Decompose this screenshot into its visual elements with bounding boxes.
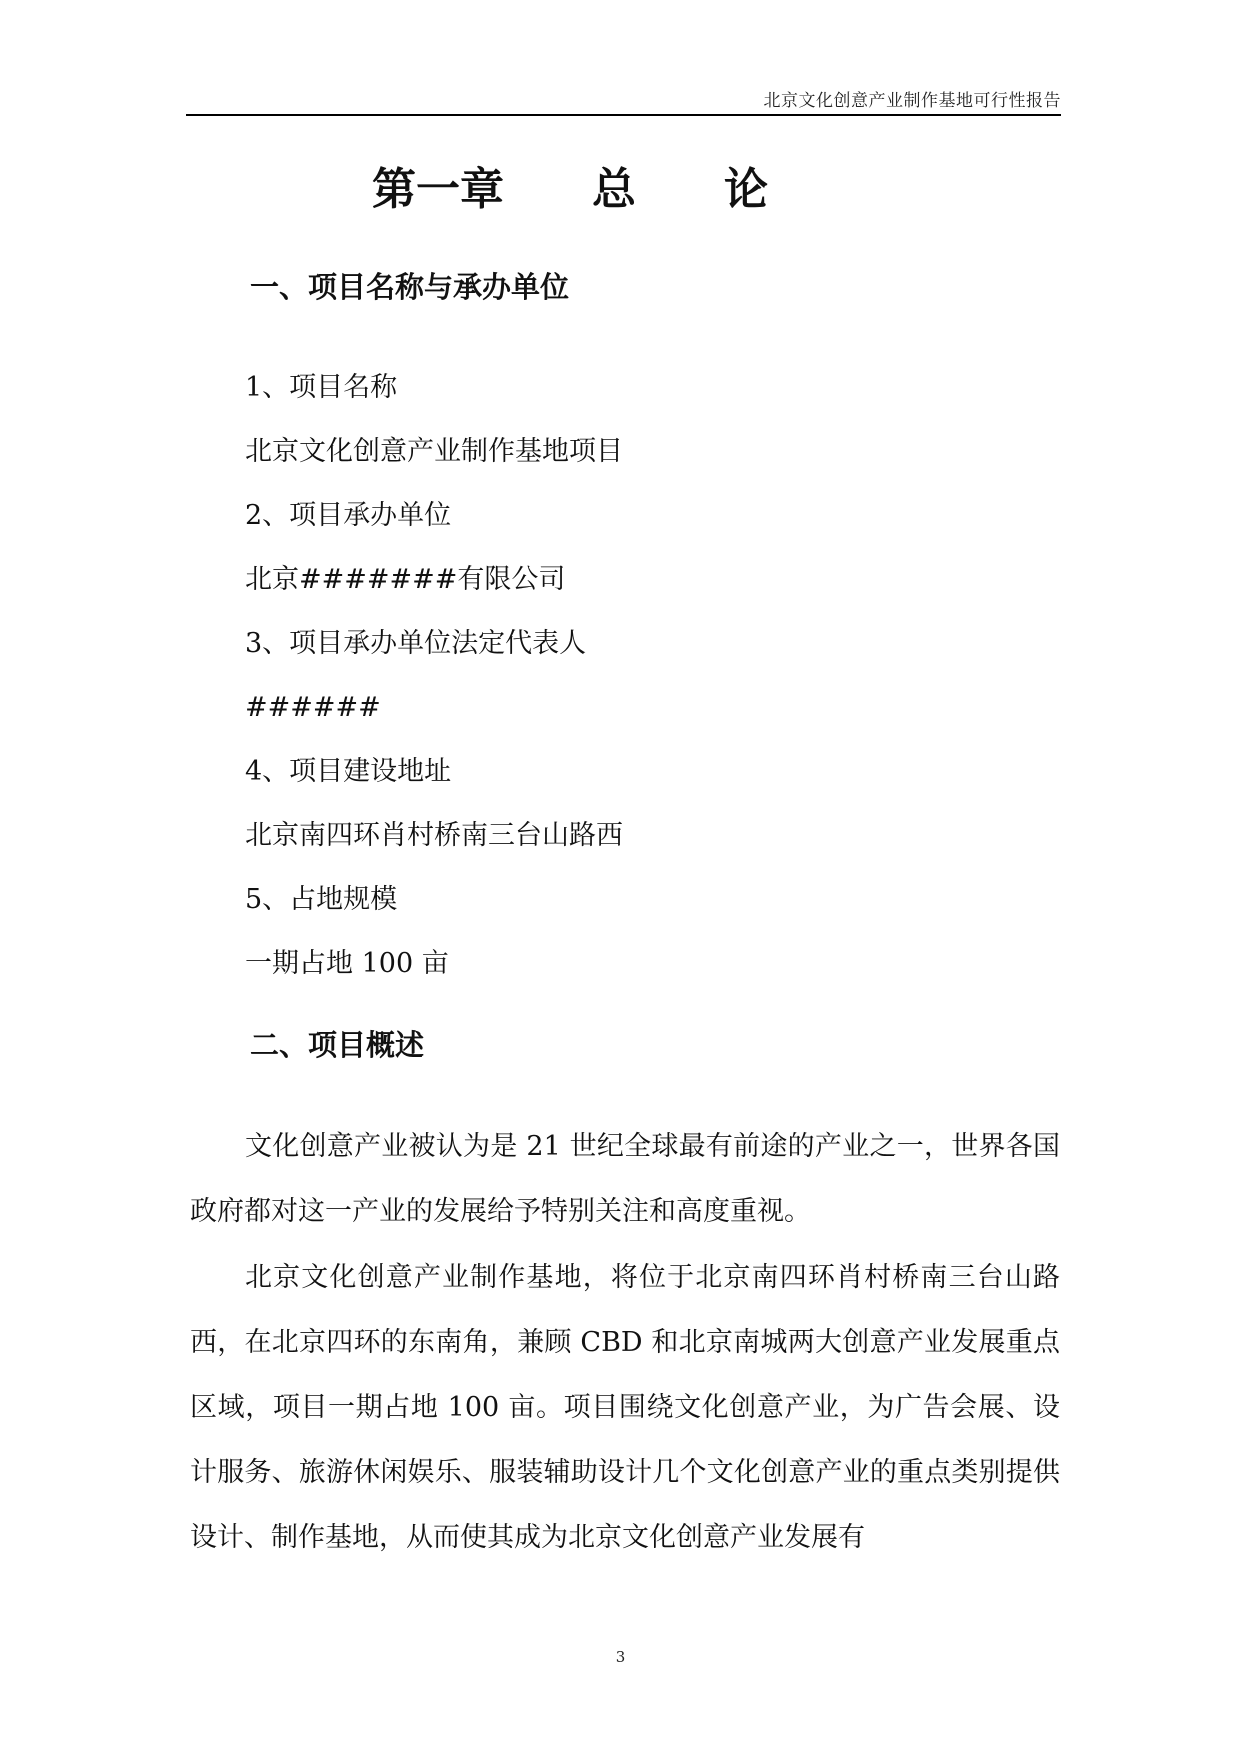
overview-paragraph-2: 北京文化创意产业制作基地，将位于北京南四环肖村桥南三台山路西，在北京四环的东南角，兼顾 CBD 和北京南城两大创意产业发展重点区域，项目一期占地 100 亩。项目围绕文化创意产业，为广告会展、设计服务、旅游休闲娱乐、服装辅助设计几个文化创意产业的重点类别提供设计、制作基地，从而使其成为北京文化创意产业发展有 [190,1262,1060,1553]
item-value-sponsor: 北京#######有限公司 [245,564,566,595]
item-value-project-name: 北京文化创意产业制作基地项目 [245,436,623,467]
item-label-project-name: 1、项目名称 [245,372,398,403]
item-value-address: 北京南四环肖村桥南三台山路西 [245,820,623,851]
item-value-land-scale: 一期占地 100 亩 [245,948,449,979]
item-label-land-scale: 5、占地规模 [245,884,398,915]
item-label-address: 4、项目建设地址 [245,756,452,787]
overview-paragraph-1: 文化创意产业被认为是 21 世纪全球最有前途的产业之一，世界各国政府都对这一产业的发展给予特别关注和高度重视。 [190,1131,1060,1227]
item-label-sponsor: 2、项目承办单位 [245,500,452,531]
chapter-title: 第一章 总 论 [372,164,768,215]
item-label-legal-rep: 3、项目承办单位法定代表人 [245,628,587,659]
page-number: 3 [615,1648,626,1666]
header-rule [186,114,1061,116]
item-value-legal-rep: ###### [245,692,381,723]
section-heading-1: 一、项目名称与承办单位 [250,270,570,304]
running-header: 北京文化创意产业制作基地可行性报告 [763,91,1061,111]
section-heading-2: 二、项目概述 [250,1028,425,1062]
